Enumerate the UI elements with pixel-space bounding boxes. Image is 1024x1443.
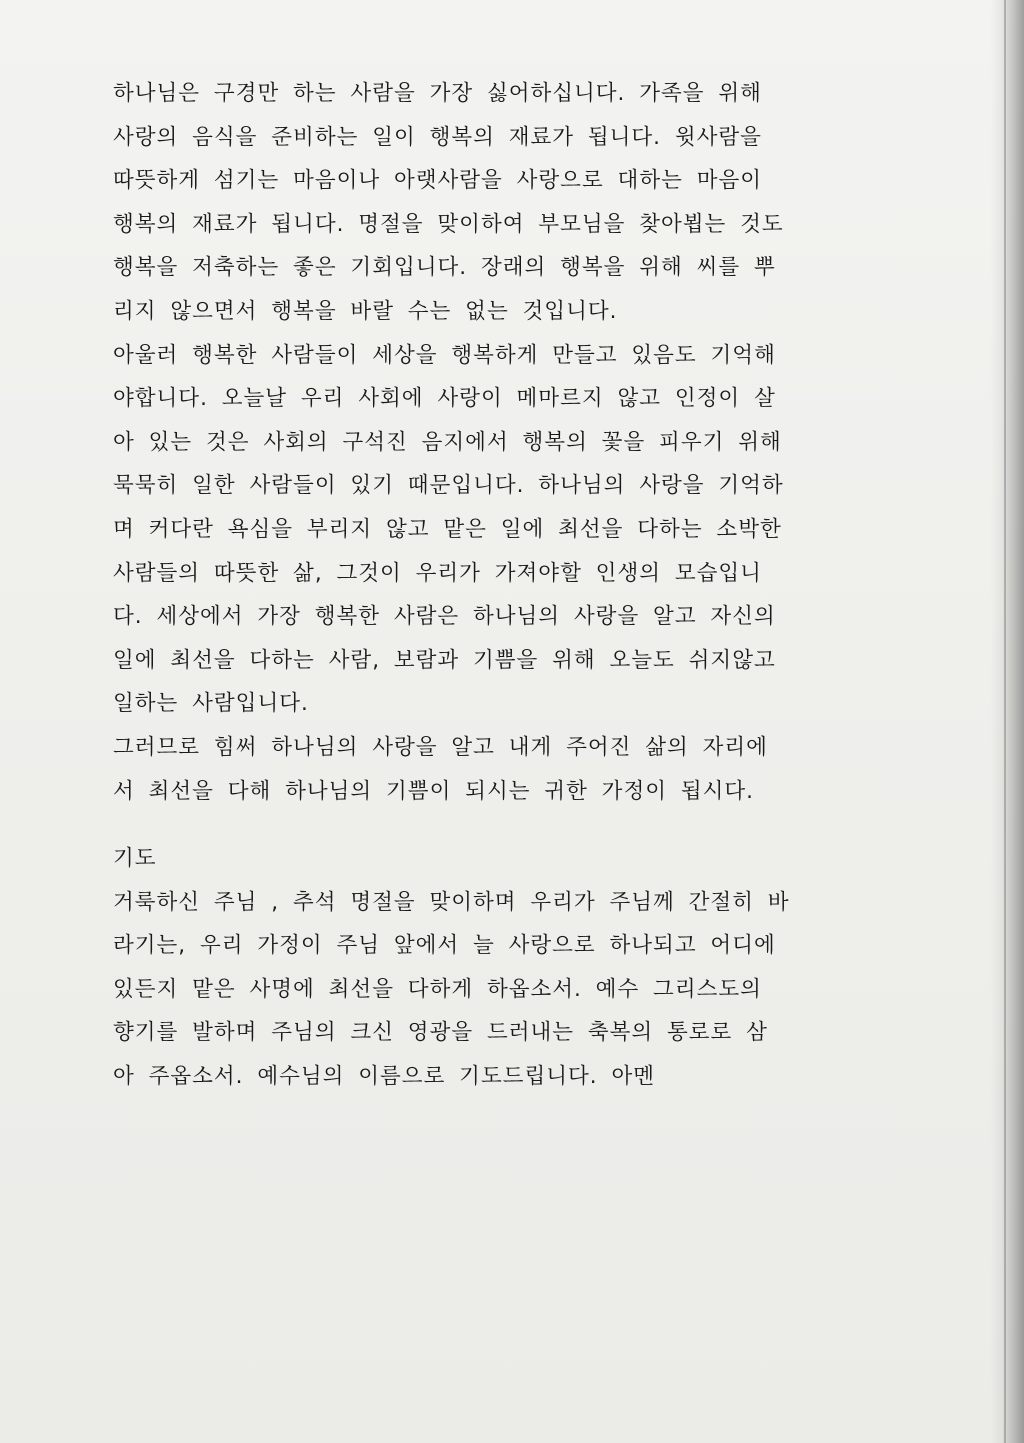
text-line: 행복의 재료가 됩니다. 명절을 맞이하여 부모님을 찾아뵙는 것도 xyxy=(113,211,784,237)
text-line: 라기는, 우리 가정이 주님 앞에서 늘 사랑으로 하나되고 어디에 xyxy=(113,933,776,959)
body-text xyxy=(113,72,925,813)
text-line: 아울러 행복한 사람들이 세상을 행복하게 만들고 있음도 기억해 xyxy=(113,342,776,368)
text-line: 며 커다란 욕심을 부리지 않고 맡은 일에 최선을 다하는 소박한 xyxy=(113,516,782,542)
text-line: 거룩하신 주님 , 추석 명절을 맞이하며 우리가 주님께 간절히 바 xyxy=(113,889,790,915)
text-line: 서 최선을 다해 하나님의 기쁨이 되시는 귀한 가정이 됩시다. xyxy=(113,778,754,804)
text-line: 그러므로 힘써 하나님의 사랑을 알고 내게 주어진 삶의 자리에 xyxy=(113,734,768,760)
page-edge-shadow xyxy=(990,0,1024,1443)
text-line: 사랑의 음식을 준비하는 일이 행복의 재료가 됩니다. 윗사람을 xyxy=(113,124,762,150)
paragraph-2 xyxy=(113,334,925,726)
text-line: 따뜻하게 섬기는 마음이나 아랫사람을 사랑으로 대하는 마음이 xyxy=(113,168,763,194)
text-line: 향기를 발하며 주님의 크신 영광을 드러내는 축복의 통로로 삼 xyxy=(113,1020,768,1046)
text-line: 묵묵히 일한 사람들이 있기 때문입니다. 하나님의 사랑을 기억하 xyxy=(113,473,784,499)
text-line: 일하는 사람입니다. xyxy=(113,691,309,717)
text-line: 있든지 맡은 사명에 최선을 다하게 하옵소서. 예수 그리스도의 xyxy=(113,976,762,1002)
page-edge-line xyxy=(1004,0,1006,1443)
text-line: 아 주옵소서. 예수님의 이름으로 기도드립니다. 아멘 xyxy=(113,1063,655,1089)
text-line: 리지 않으면서 행복을 바랄 수는 없는 것입니다. xyxy=(113,298,618,324)
prayer-section xyxy=(113,837,925,1099)
text-line: 아 있는 것은 사회의 구석진 음지에서 행복의 꽃을 피우기 위해 xyxy=(113,429,782,455)
prayer-title: 기도 xyxy=(113,846,157,871)
text-line: 다. 세상에서 가장 행복한 사람은 하나님의 사랑을 알고 자신의 xyxy=(113,604,776,630)
text-line: 행복을 저축하는 좋은 기회입니다. 장래의 행복을 위해 씨를 뿌 xyxy=(113,255,776,281)
text-line: 일에 최선을 다하는 사람, 보람과 기쁨을 위해 오늘도 쉬지않고 xyxy=(113,647,776,673)
paragraph-3 xyxy=(113,726,925,813)
text-line: 야합니다. 오늘날 우리 사회에 사랑이 메마르지 않고 인정이 살 xyxy=(113,386,776,412)
paragraph-1 xyxy=(113,72,925,334)
text-line: 사람들의 따뜻한 삶, 그것이 우리가 가져야할 인생의 모습입니 xyxy=(113,560,762,586)
text-line: 하나님은 구경만 하는 사람을 가장 싫어하십니다. 가족을 위해 xyxy=(113,81,762,106)
